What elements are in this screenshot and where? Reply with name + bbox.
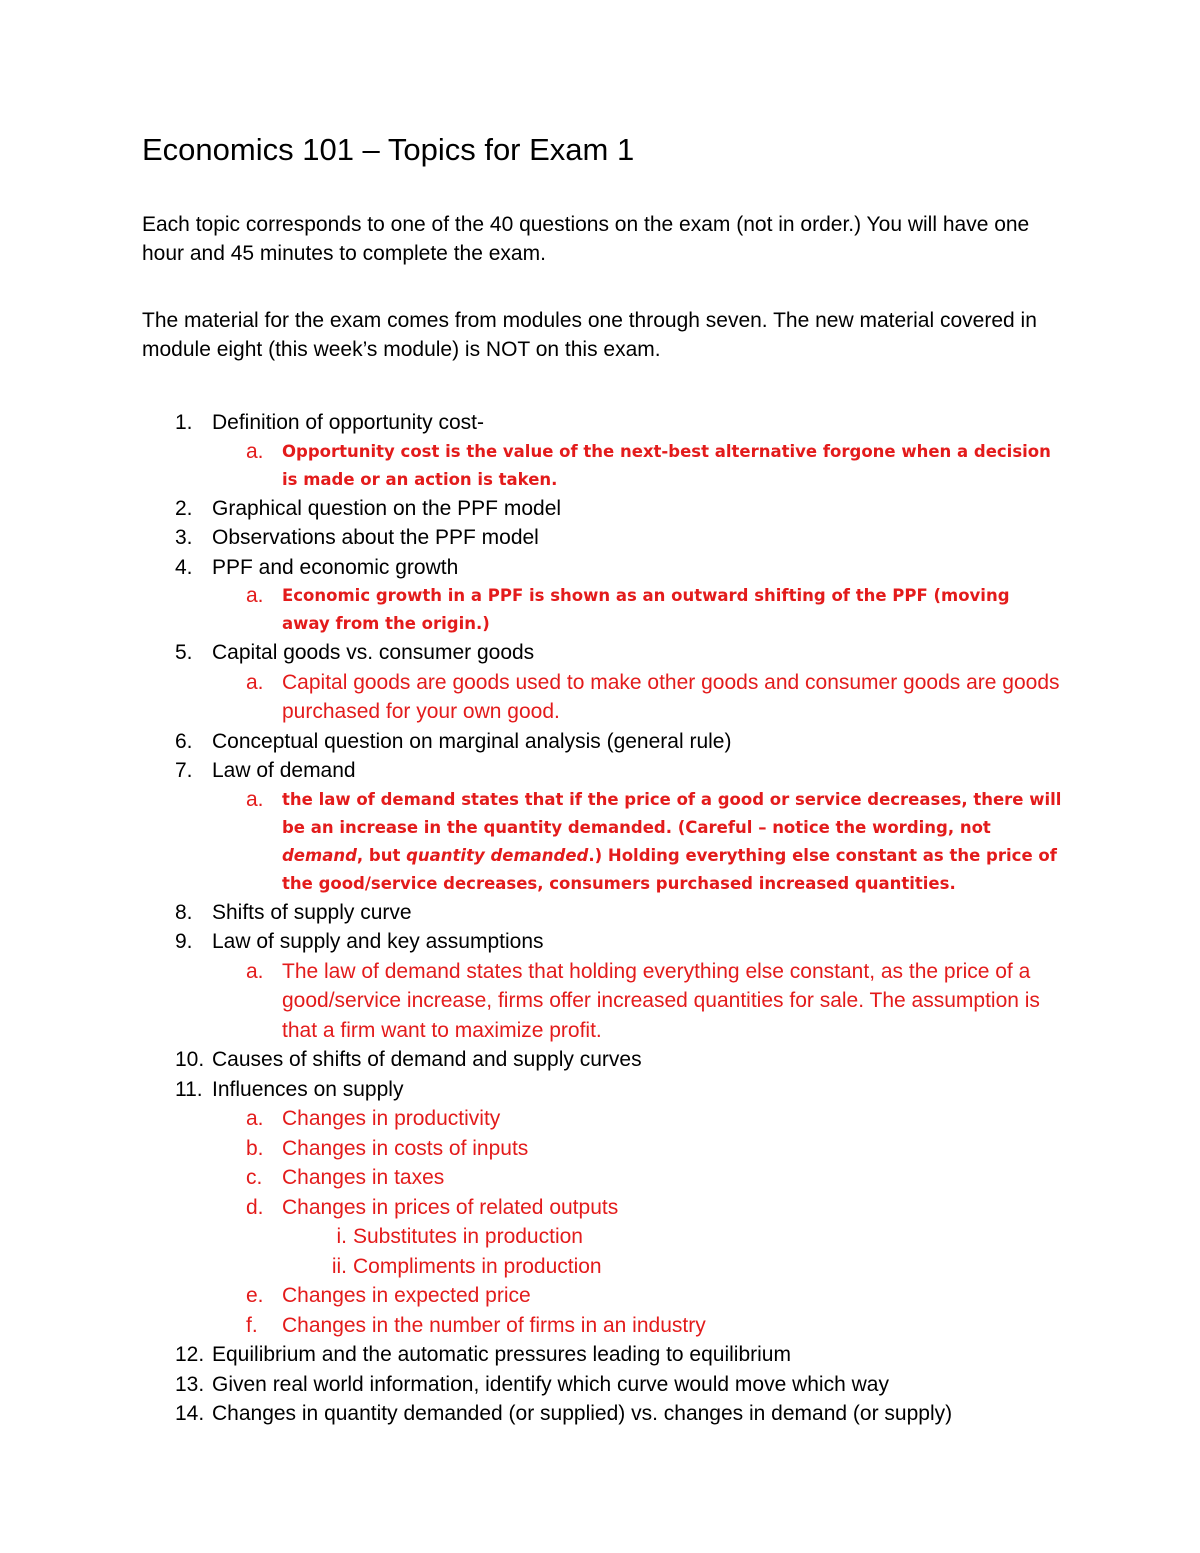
topic-sub-answer: ii. Compliments in production <box>331 1254 602 1278</box>
topic-item: 1. Definition of opportunity cost- <box>175 411 484 434</box>
topic-item: 13. Given real world information, identify which curve would move which way <box>175 1372 889 1396</box>
topic-answer: a. Economic growth in a PPF is shown as an outward shifting of the PPF (moving away from the origin.) <box>246 584 1010 633</box>
topic-answer: d. Changes in prices of related outputs <box>246 1195 619 1219</box>
topic-answer: a. The law of demand states that holding everything else constant, as the price of a good/service increase, firms offer increased quantities for sale. The assumption is that a firm want to maximize profit. <box>246 959 1040 1042</box>
topic-item: 2. Graphical question on the PPF model <box>175 496 562 520</box>
topic-answer: a. the law of demand states that if the price of a good or service decreases, there will be an increase in the quantity demanded. (Careful – notice the wording, not demand, but quantity demanded.) Holding everything else constant as the price of the good/service decreases, consumers purchased increased quantities. <box>246 787 1062 893</box>
topic-item: 11. Influences on supply <box>175 1077 404 1101</box>
topic-item: 5. Capital goods vs. consumer goods <box>175 641 535 664</box>
topic-item: 12. Equilibrium and the automatic pressures leading to equilibrium <box>175 1343 791 1366</box>
topic-answer: f. Changes in the number of firms in an industry <box>246 1313 706 1337</box>
topic-list <box>0 408 1200 1429</box>
intro-paragraph: Each topic corresponds to one of the 40 questions on the exam (not in order.) You will have one hour and 45 minutes to complete the exam. <box>142 213 1030 265</box>
topic-item: 9. Law of supply and key assumptions <box>175 930 544 953</box>
topic-item: 7. Law of demand <box>175 759 356 782</box>
topic-item: 4. PPF and economic growth <box>175 555 459 579</box>
material-paragraph: The material for the exam comes from modules one through seven. The new material covered in module eight (this week’s module) is NOT on this exam. <box>142 309 1037 361</box>
topic-answer: a. Capital goods are goods used to make other goods and consumer goods are goods purchased for your own good. <box>246 670 1060 723</box>
document-title: Economics 101 – Topics for Exam 1 <box>142 132 635 167</box>
topic-answer: a. Opportunity cost is the value of the next-best alternative forgone when a decision is made or an action is taken. <box>246 439 1051 489</box>
topic-answer: a. Changes in productivity <box>246 1107 501 1130</box>
topic-answer: e. Changes in expected price <box>246 1284 531 1307</box>
topic-item: 6. Conceptual question on marginal analysis (general rule) <box>175 729 732 753</box>
topic-item: 3. Observations about the PPF model <box>175 526 539 549</box>
topic-answer: b. Changes in costs of inputs <box>246 1136 529 1160</box>
topic-item: 14. Changes in quantity demanded (or supplied) vs. changes in demand (or supply) <box>175 1402 953 1425</box>
topic-answer: c. Changes in taxes <box>246 1166 445 1189</box>
topic-item: 8. Shifts of supply curve <box>175 900 412 924</box>
topic-sub-answer: i. Substitutes in production <box>336 1225 583 1248</box>
topic-item: 10. Causes of shifts of demand and supply curves <box>175 1048 642 1071</box>
